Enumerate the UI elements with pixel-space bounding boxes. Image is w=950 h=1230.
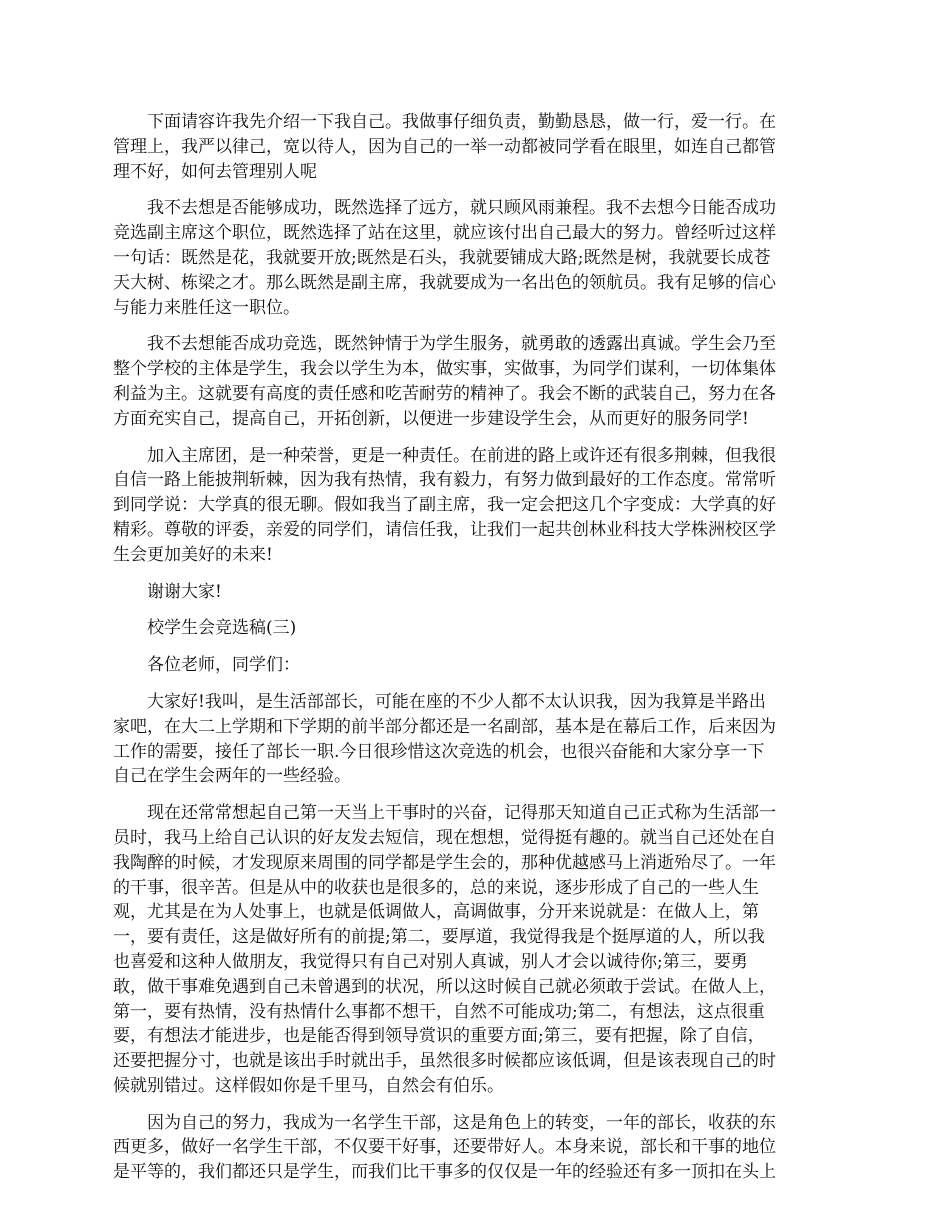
paragraph-presidium: 加入主席团，是一种荣誉，更是一种责任。在前进的路上或许还有很多荆棘，但我很 自信一路上能披荆斩棘，因为我有热情，我有毅力，有努力做到最好的工作态度。常常听 到同学说：大学真的很无聊。假如我当了副主席，我一定会把这几个字变成：大学真的好 精彩。尊敬的评委，亲爱的同学们，请信任我，让我们一起共创林业科技大学株洲校区学 生会更加美好的未来! <box>113 445 776 565</box>
salutation: 各位老师，同学们： <box>147 655 300 676</box>
paragraph-student-cadre: 因为自己的努力，我成为一名学生干部，这是角色上的转变，一年的部长，收获的东 西更多，做好一名学生干部，不仅要干好事，还要带好人。本身来说，部长和干事的地位 是平等的，我们都还只是学生，而我们比干事多的仅仅是一年的经验还有多一顶扣在头上 <box>113 1112 776 1183</box>
paragraph-thanks: 谢谢大家! <box>147 581 222 602</box>
paragraph-serve-students: 我不去想能否成功竞选，既然钟情于为学生服务，就勇敢的透露出真诚。学生会乃至 整个学校的主体是学生，我会以学生为本，做实事，实做事，为同学们谋利，一切体集体 利益为主。这就要有高度的责任感和吃苦耐劳的精神了。我会不断的武装自己，努力在各 方面充实自己，提高自己，开拓创新，以便进一步建设学生会，从而更好的服务同学! <box>113 334 776 429</box>
section-title: 校学生会竞选稿(三) <box>147 618 297 639</box>
paragraph-success: 我不去想是否能够成功，既然选择了远方，就只顾风雨兼程。我不去想今日能否成功 竞选副主席这个职位，既然选择了站在这里，就应该付出自己最大的努力。曾经听过这样 一句话：既然是花，我就要开放;既然是石头，我就要铺成大路;既然是树，我就要长成苍 天大树、栋梁之才。那么既然是副主席，我就要成为一名出色的领航员。我有足够的信心 与能力来胜任这一职位。 <box>113 198 776 318</box>
paragraph-self-introduction: 下面请容许我先介绍一下我自己。我做事仔细负责，勤勤恳恳，做一行，爱一行。在 管理上，我严以律己，宽以待人，因为自己的一举一动都被同学看在眼里，如连自己都管 理不好，如何去管理别人呢 <box>113 112 776 182</box>
paragraph-greeting: 大家好!我叫，是生活部部长，可能在座的不少人都不太认识我，因为我算是半路出 家吧，在大二上学期和下学期的前半部分都还是一名副部，基本是在幕后工作，后来因为 工作的需要，接任了部长一职.今日很珍惜这次竞选的机会，也很兴奋能和大家分享一下 自己在学生会两年的一些经验。 <box>113 691 776 787</box>
paragraph-experience: 现在还常常想起自己第一天当上干事时的兴奋，记得那天知道自己正式称为生活部一 员时，我马上给自己认识的好友发去短信，现在想想，觉得挺有趣的。就当自己还处在自 我陶醉的时候，才发现原来周围的同学都是学生会的，那种优越感马上消逝殆尽了。一年 的干事，很辛苦。但是从中的收获也是很多的，总的来说，逐步形成了自己的一些人生 观，尤其是在为人处事上，也就是低调做人，高调做事，分开来说就是：在做人上，第 一，要有责任，这是做好所有的前提;第二，要厚道，我觉得我是个挺厚道的人，所以我 也喜爱和这种人做朋友，我觉得只有自己对别人真诚，别人才会以诚待你;第三，要勇 敢，做干事难免遇到自己未曾遇到的状况，所以这时候自己就必须敢于尝试。在做人上， 第一，要有热情，没有热情什么事都不想干，自然不可能成功;第二，有想法，这点很重 要，有想法才能进步，也是能否得到领导赏识的重要方面;第三，要有把握，除了自信， 还要把握分寸，也就是该出手时就出手，虽然很多时候都应该低调，但是该表现自己的时 候就别错过。这样假如你是千里马，自然会有伯乐。 <box>113 803 776 1096</box>
document-page <box>113 110 841 1197</box>
